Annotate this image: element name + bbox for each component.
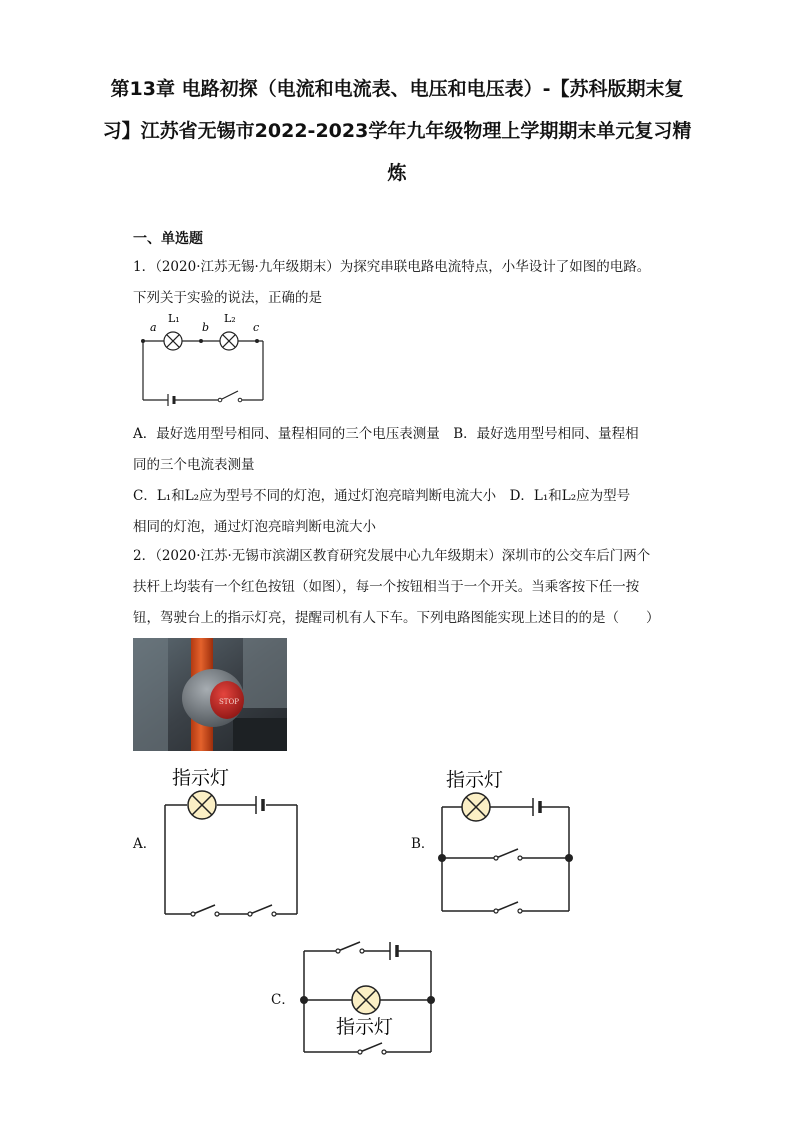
label-b: b: [202, 321, 210, 334]
option-b-circuit: [436, 762, 581, 922]
bus-stop-button-photo: [133, 638, 287, 751]
q2-stem: 2．（2020·江苏·无锡市滨湖区教育研究发展中心九年级期末）深圳市的公交车后门两个扶杆上均装有一个红色按钮（如图），每一个按钮相当于一个开关。当乘客按下任一按钮，驾驶台上的指示灯亮，提醒司机有人下车。下列电路图能实现上述目的的是（ ）: [133, 548, 660, 626]
lamp-label-b: 指示灯: [446, 769, 504, 791]
q1-stem-line1: 1．（2020·江苏无锡·九年级期末）为探究串联电路电流特点，小华设计了如图的电路。: [133, 259, 651, 275]
q1-options-line3: C．L₁和L₂应为型号不同的灯泡，通过灯泡亮暗判断电流大小 D．L₁和L₂应为型号: [133, 488, 631, 504]
option-c-circuit: [298, 932, 443, 1060]
q1-options-line4: 相同的灯泡，通过灯泡亮暗判断电流大小: [133, 519, 376, 535]
label-l2: L₂: [224, 312, 236, 325]
section-heading: 一、单选题: [133, 231, 203, 247]
q1-circuit-diagram: [138, 310, 273, 410]
stop-button-text: STOP: [219, 698, 239, 706]
option-b-letter: B．: [411, 836, 435, 852]
q1-options-line2: 同的三个电流表测量: [133, 457, 255, 473]
option-c-letter: C．: [271, 992, 295, 1008]
label-c: c: [253, 321, 260, 334]
q1-options-line1: A．最好选用型号相同、量程相同的三个电压表测量 B．最好选用型号相同、量程相: [133, 426, 639, 442]
document-title: 第13章 电路初探（电流和电流表、电压和电压表）-【苏科版期末复习】江苏省无锡市2022-2023学年九年级物理上学期期末单元复习精炼: [102, 78, 692, 184]
label-l1: L₁: [168, 312, 180, 325]
q1-stem-line2: 下列关于实验的说法，正确的是: [133, 290, 322, 306]
option-a-letter: A．: [133, 836, 157, 852]
lamp-label-a: 指示灯: [172, 767, 230, 789]
lamp-label-c: 指示灯: [336, 1016, 394, 1038]
option-a-circuit: [160, 762, 305, 922]
label-a: a: [150, 321, 157, 334]
